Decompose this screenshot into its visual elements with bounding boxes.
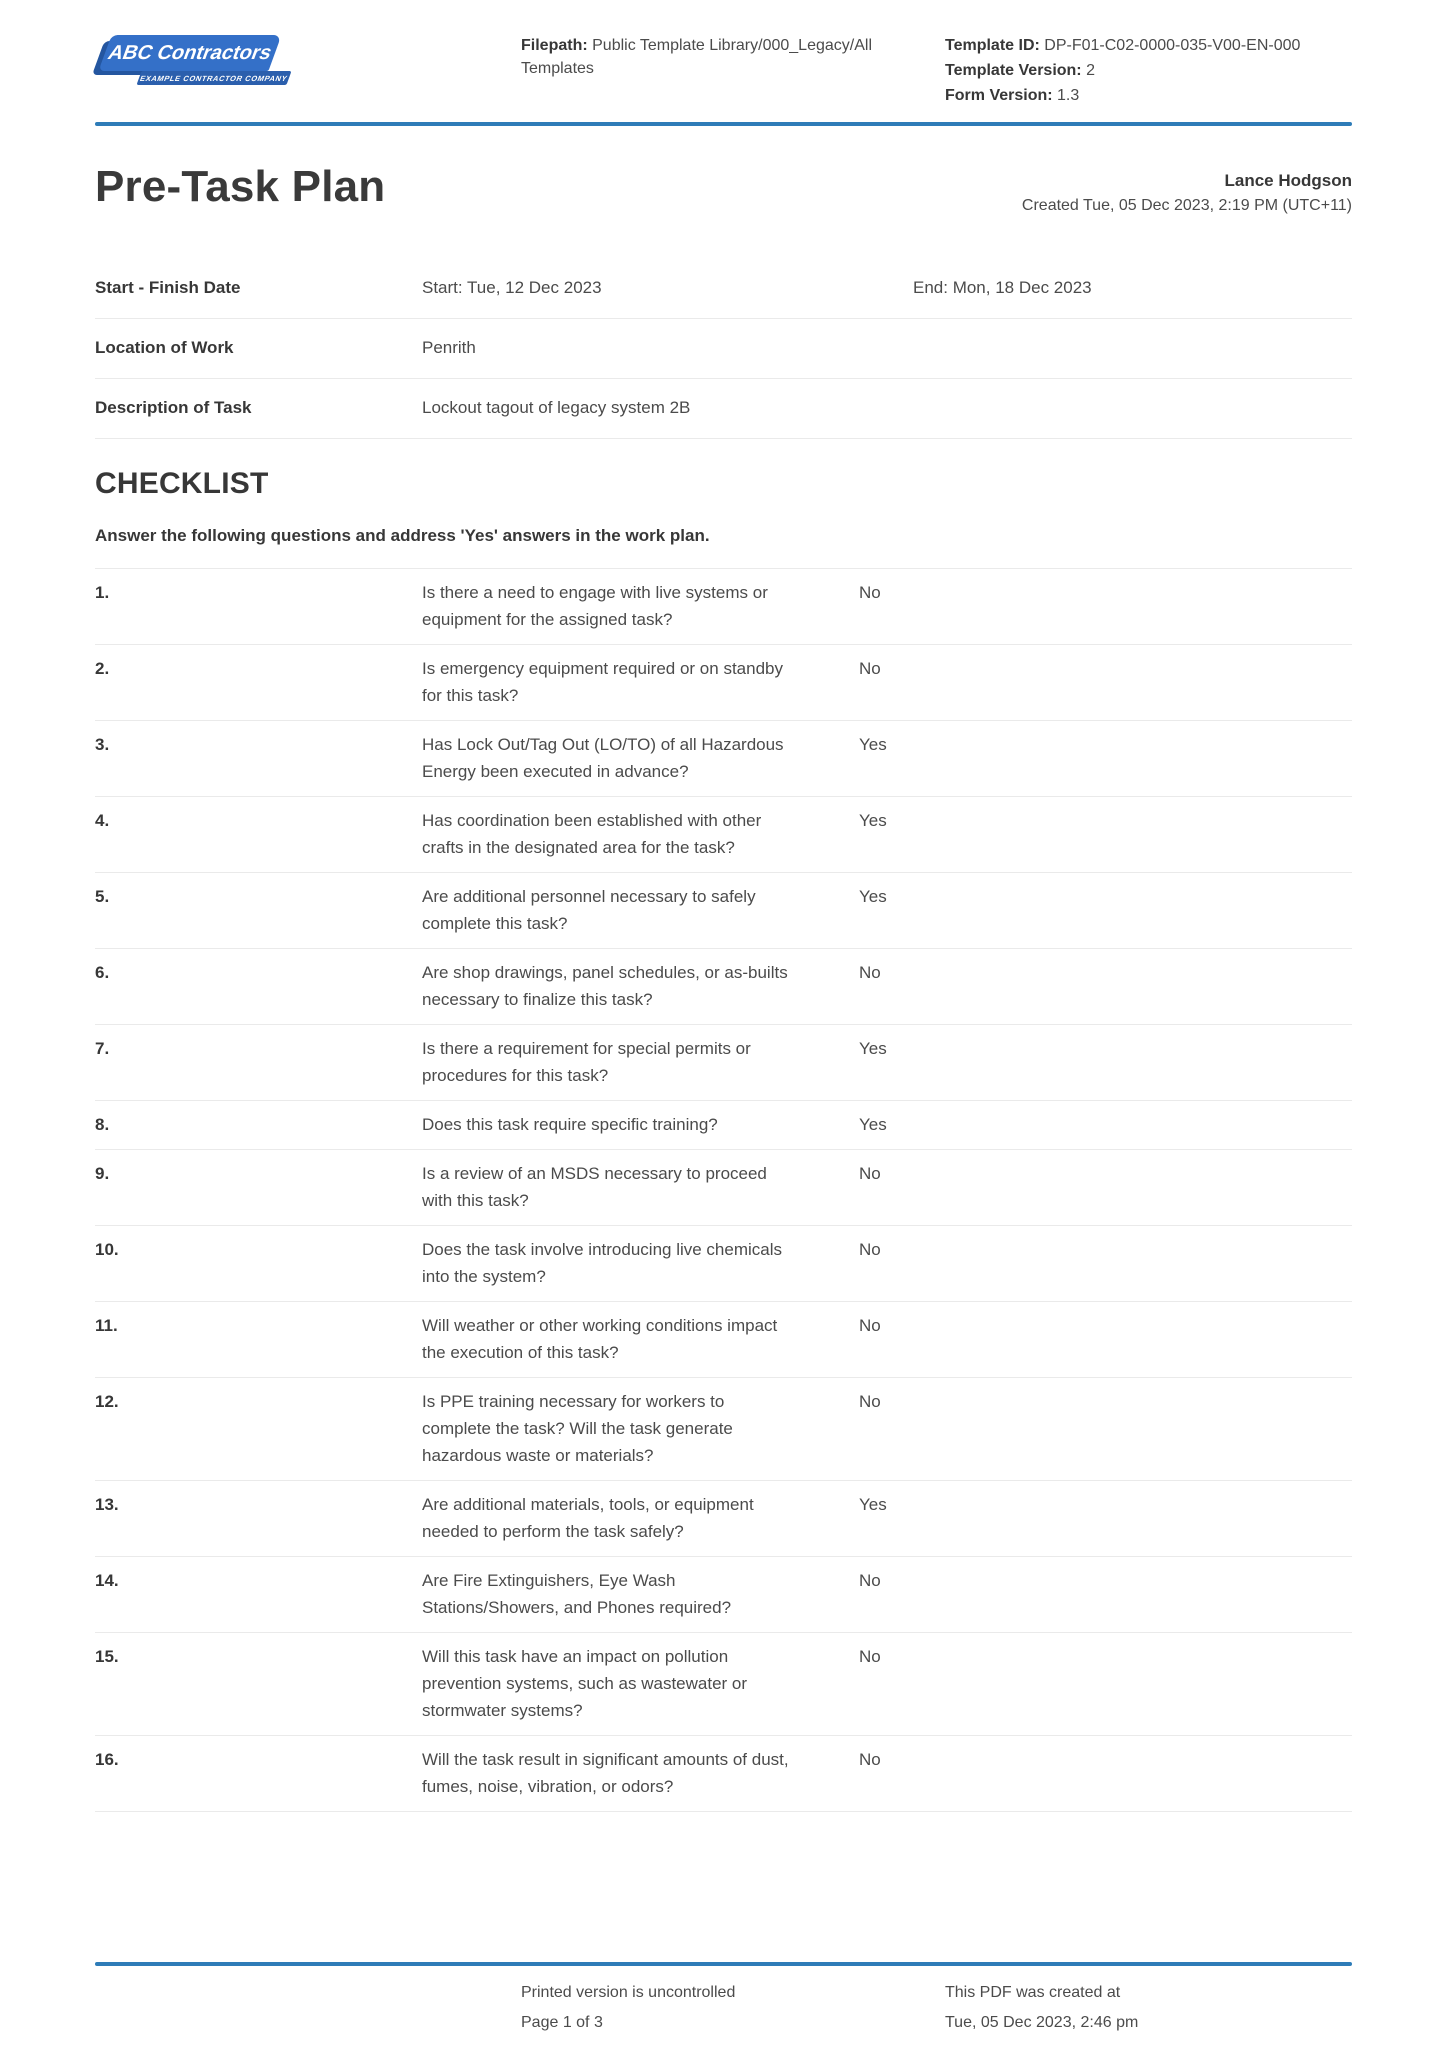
author-name: Lance Hodgson — [1224, 170, 1352, 190]
checklist-row — [95, 1226, 1352, 1302]
footer-columns — [95, 1978, 1352, 2038]
created-block — [1022, 162, 1352, 219]
checklist-number: 4. — [95, 810, 110, 830]
checklist-row — [95, 645, 1352, 721]
checklist-question: Does this task require specific training? — [422, 1114, 718, 1134]
title-section — [95, 162, 1352, 219]
checklist-number: 12. — [95, 1391, 119, 1411]
checklist-answer: No — [859, 1749, 881, 1769]
checklist-answer: Yes — [859, 1038, 887, 1058]
checklist-number: 14. — [95, 1570, 119, 1590]
checklist-question: Is a review of an MSDS necessary to proceed with this task? — [422, 1163, 767, 1210]
detail-row — [95, 319, 1352, 379]
document-header — [95, 30, 1352, 110]
detail-label: Location of Work — [95, 337, 234, 357]
footer-rule — [95, 1962, 1352, 1966]
checklist-answer: No — [859, 1315, 881, 1335]
checklist-number: 3. — [95, 734, 110, 754]
checklist-answer: No — [859, 1646, 881, 1666]
footer-created-block — [945, 1978, 1352, 2038]
checklist-question: Are additional personnel necessary to safely complete this task? — [422, 886, 756, 933]
logo-title: ABC Contractors — [105, 41, 276, 64]
checklist-question: Does the task involve introducing live chemicals into the system? — [422, 1239, 783, 1286]
checklist-number: 11. — [95, 1315, 118, 1335]
page-title: Pre-Task Plan — [95, 161, 386, 211]
template-id-label: Template ID: — [945, 37, 1040, 54]
checklist-number: 6. — [95, 962, 110, 982]
checklist-row — [95, 1101, 1352, 1150]
checklist-number: 10. — [95, 1239, 119, 1259]
checklist-row — [95, 1150, 1352, 1226]
footer-created-date: Tue, 05 Dec 2023, 2:46 pm — [945, 2014, 1139, 2031]
checklist-row — [95, 1736, 1352, 1812]
checklist-row — [95, 797, 1352, 873]
checklist-question: Will the task result in significant amounts of dust, fumes, noise, vibration, or odors? — [422, 1749, 789, 1796]
footer-page-info: Page 1 of 3 — [521, 2014, 603, 2031]
checklist-answer: Yes — [859, 810, 887, 830]
footer-created-note: This PDF was created at — [945, 1984, 1121, 2001]
detail-value: Lockout tagout of legacy system 2B — [422, 397, 691, 417]
checklist-question: Is there a requirement for special permits or procedures for this task? — [422, 1038, 751, 1085]
checklist-section — [95, 439, 1352, 1812]
checklist-question: Are Fire Extinguishers, Eye Wash Stations/Showers, and Phones required? — [422, 1570, 732, 1617]
detail-value: Start: Tue, 12 Dec 2023 — [422, 277, 602, 297]
checklist-answer: Yes — [859, 734, 887, 754]
form-version-label: Form Version: — [945, 87, 1053, 105]
checklist-row — [95, 1633, 1352, 1736]
detail-value-2: End: Mon, 18 Dec 2023 — [913, 277, 1092, 297]
checklist-answer: No — [859, 1239, 881, 1259]
template-id-value: DP-F01-C02-0000-035-V00-EN-000 — [1044, 37, 1301, 54]
checklist-number: 8. — [95, 1114, 110, 1134]
checklist-number: 5. — [95, 886, 110, 906]
form-version-value: 1.3 — [1057, 87, 1080, 105]
checklist-question: Is PPE training necessary for workers to complete the task? Will the task generate hazardous waste or materials? — [422, 1391, 733, 1465]
logo-sub-band — [136, 71, 291, 85]
checklist-row — [95, 949, 1352, 1025]
checklist-question: Has Lock Out/Tag Out (LO/TO) of all Hazardous Energy been executed in advance? — [422, 734, 784, 781]
checklist-row — [95, 1302, 1352, 1378]
checklist-answer: No — [859, 1570, 881, 1590]
footer-print-block — [521, 1978, 945, 2038]
checklist-question: Are additional materials, tools, or equipment needed to perform the task safely? — [422, 1494, 754, 1541]
checklist-question: Is emergency equipment required or on standby for this task? — [422, 658, 783, 705]
checklist-question: Has coordination been established with other crafts in the designated area for the task? — [422, 810, 762, 857]
checklist-row — [95, 873, 1352, 949]
checklist-row — [95, 1378, 1352, 1481]
created-timestamp: Created Tue, 05 Dec 2023, 2:19 PM (UTC+11) — [1021, 196, 1352, 214]
logo-subtitle: EXAMPLE CONTRACTOR COMPANY — [138, 73, 290, 83]
checklist-row — [95, 1025, 1352, 1101]
footer-printed-note: Printed version is uncontrolled — [521, 1984, 736, 2001]
header-logo-column — [95, 30, 521, 92]
detail-value-2 — [913, 337, 1352, 360]
abc-contractors-logo — [95, 30, 315, 92]
checklist-question: Is there a need to engage with live systems or equipment for the assigned task? — [422, 582, 768, 629]
checklist-number: 13. — [95, 1494, 119, 1514]
header-rule — [95, 122, 1352, 126]
checklist-question: Are shop drawings, panel schedules, or as-builts necessary to finalize this task? — [422, 962, 788, 1009]
template-version-label: Template Version: — [945, 62, 1082, 80]
form-version-row — [945, 84, 1352, 107]
checklist-answer: No — [859, 582, 881, 602]
filepath-block — [521, 30, 945, 80]
checklist-question: Will this task have an impact on pollution prevention systems, such as wastewater or stormwater systems? — [422, 1646, 748, 1720]
footer-spacer — [95, 1978, 521, 2038]
checklist-number: 9. — [95, 1163, 110, 1183]
filepath-value: Public Template Library/000_Legacy/All Templates — [521, 37, 872, 78]
logo-main-band — [98, 35, 281, 71]
checklist-row — [95, 569, 1352, 645]
checklist-answer: Yes — [859, 886, 887, 906]
checklist-answer: No — [859, 1391, 881, 1411]
checklist-answer: Yes — [859, 1494, 887, 1514]
checklist-heading: CHECKLIST — [95, 466, 269, 500]
checklist-answer: Yes — [859, 1114, 887, 1134]
detail-value: Penrith — [422, 337, 476, 357]
checklist-answer: No — [859, 658, 881, 678]
template-id-row — [945, 34, 1352, 57]
checklist-instruction: Answer the following questions and address 'Yes' answers in the work plan. — [95, 525, 710, 545]
detail-value-2 — [913, 397, 1352, 420]
checklist-row — [95, 1557, 1352, 1633]
detail-label: Description of Task — [95, 397, 252, 417]
checklist-number: 7. — [95, 1038, 110, 1058]
detail-row — [95, 379, 1352, 439]
template-version-value: 2 — [1086, 62, 1095, 80]
template-meta-block — [945, 30, 1352, 110]
detail-label: Start - Finish Date — [95, 277, 241, 297]
checklist-number: 15. — [95, 1646, 119, 1666]
checklist-answer: No — [859, 1163, 881, 1183]
details-table — [95, 259, 1352, 439]
detail-row — [95, 259, 1352, 319]
checklist-number: 16. — [95, 1749, 119, 1769]
checklist-number: 2. — [95, 658, 110, 678]
checklist-table — [95, 568, 1352, 1812]
checklist-row — [95, 1481, 1352, 1557]
template-version-row — [945, 59, 1352, 82]
checklist-row — [95, 721, 1352, 797]
checklist-answer: No — [859, 962, 881, 982]
filepath-label: Filepath: — [521, 37, 588, 54]
document-footer — [95, 1962, 1352, 2048]
checklist-number: 1. — [95, 582, 110, 602]
checklist-question: Will weather or other working conditions impact the execution of this task? — [422, 1315, 778, 1362]
